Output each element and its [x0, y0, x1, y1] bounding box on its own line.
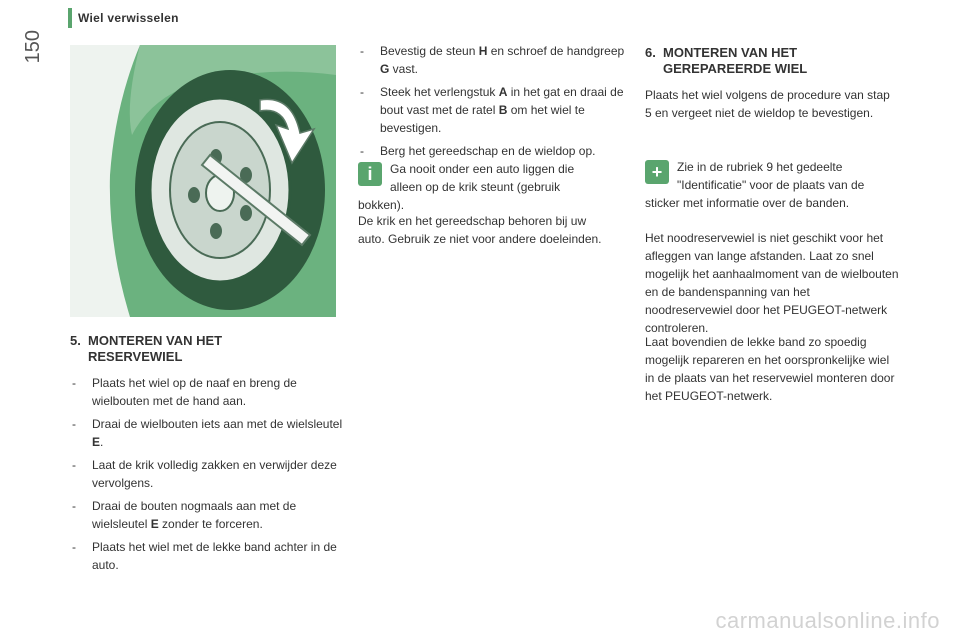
section-header-title: Wiel verwisselen	[78, 11, 179, 25]
note-infobox	[645, 158, 895, 212]
step-text: zonder te forceren.	[158, 517, 263, 531]
section-6-heading: 6. MONTEREN VAN HET GEREPAREERDE WIEL	[645, 45, 808, 76]
warning-infobox	[358, 160, 603, 214]
step-text: Draai de bouten nogmaals aan met de wielsleutel	[92, 499, 297, 531]
step-item	[70, 497, 345, 533]
step-text: in het gat en draai de bout vast met de ratel	[380, 85, 624, 117]
wheel-illustration	[70, 45, 336, 317]
step-text: Bevestig de steun	[380, 44, 479, 58]
step-item	[358, 142, 633, 160]
step-text: Plaats het wiel met de lekke band achter in de auto.	[92, 540, 337, 572]
step-text: Laat de krik volledig zakken en verwijder deze vervolgens.	[92, 458, 337, 490]
tool-reference: E	[92, 435, 101, 449]
watermark: carmanualsonline.info	[715, 608, 940, 633]
section-6-intro: Plaats het wiel volgens de procedure van stap 5 en vergeet niet de wieldop te bevestigen.	[645, 88, 890, 120]
step-item	[358, 42, 633, 78]
step-text: Berg het gereedschap en de wieldop op.	[380, 144, 596, 158]
step-item	[358, 83, 633, 137]
plus-icon: +	[645, 160, 669, 184]
spare-wheel-paragraph: Het noodreservewiel is niet geschikt voor het afleggen van lange afstanden. Laat zo snel mogelijk het aanhaalmoment van de wielbouten en de bandenspanning van het noodreservewiel door het PEUGEOT-netwerk controleren.	[645, 231, 899, 335]
wheel-wrench-drawing	[70, 45, 336, 317]
step-item	[70, 456, 345, 492]
step-item	[70, 415, 345, 451]
middle-steps	[358, 42, 633, 165]
repair-paragraph: Laat bovendien de lekke band zo spoedig mogelijk repareren en het oorspronkelijke wiel in de plaats van het reservewiel monteren door het PEUGEOT-netwerk.	[645, 335, 895, 403]
step-text: om het wiel te bevestigen.	[380, 103, 585, 135]
step-text: Plaats het wiel op de naaf en breng de wielbouten met de hand aan.	[92, 376, 297, 408]
section-5-heading: 5. MONTEREN VAN HET RESERVEWIEL	[70, 333, 223, 364]
step-item	[70, 538, 345, 574]
info-icon: i	[358, 162, 382, 186]
tool-reference: E	[150, 517, 159, 531]
warning-text: Ga nooit onder een auto liggen die alleen op de krik steunt (gebruik bokken).	[358, 162, 575, 212]
header-accent-bar	[68, 8, 72, 28]
tool-reference: B	[498, 103, 508, 117]
note-text: Zie in de rubriek 9 het gedeelte "Identificatie" voor de plaats van de sticker met informatie over de banden.	[645, 160, 865, 210]
page-number: 150	[22, 30, 44, 64]
tool-reference: H	[478, 44, 488, 58]
section-5-steps	[70, 374, 345, 579]
step-item	[70, 374, 345, 410]
step-text: .	[100, 435, 104, 449]
tools-paragraph: De krik en het gereedschap behoren bij uw auto. Gebruik ze niet voor andere doeleinden.	[358, 214, 602, 246]
step-text: Steek het verlengstuk	[380, 85, 499, 99]
step-text: Draai de wielbouten iets aan met de wielsleutel	[92, 417, 343, 431]
tool-reference: G	[380, 62, 390, 76]
tool-reference: A	[498, 85, 508, 99]
step-text: vast.	[389, 62, 419, 76]
step-text: en schroef de handgreep	[487, 44, 625, 58]
